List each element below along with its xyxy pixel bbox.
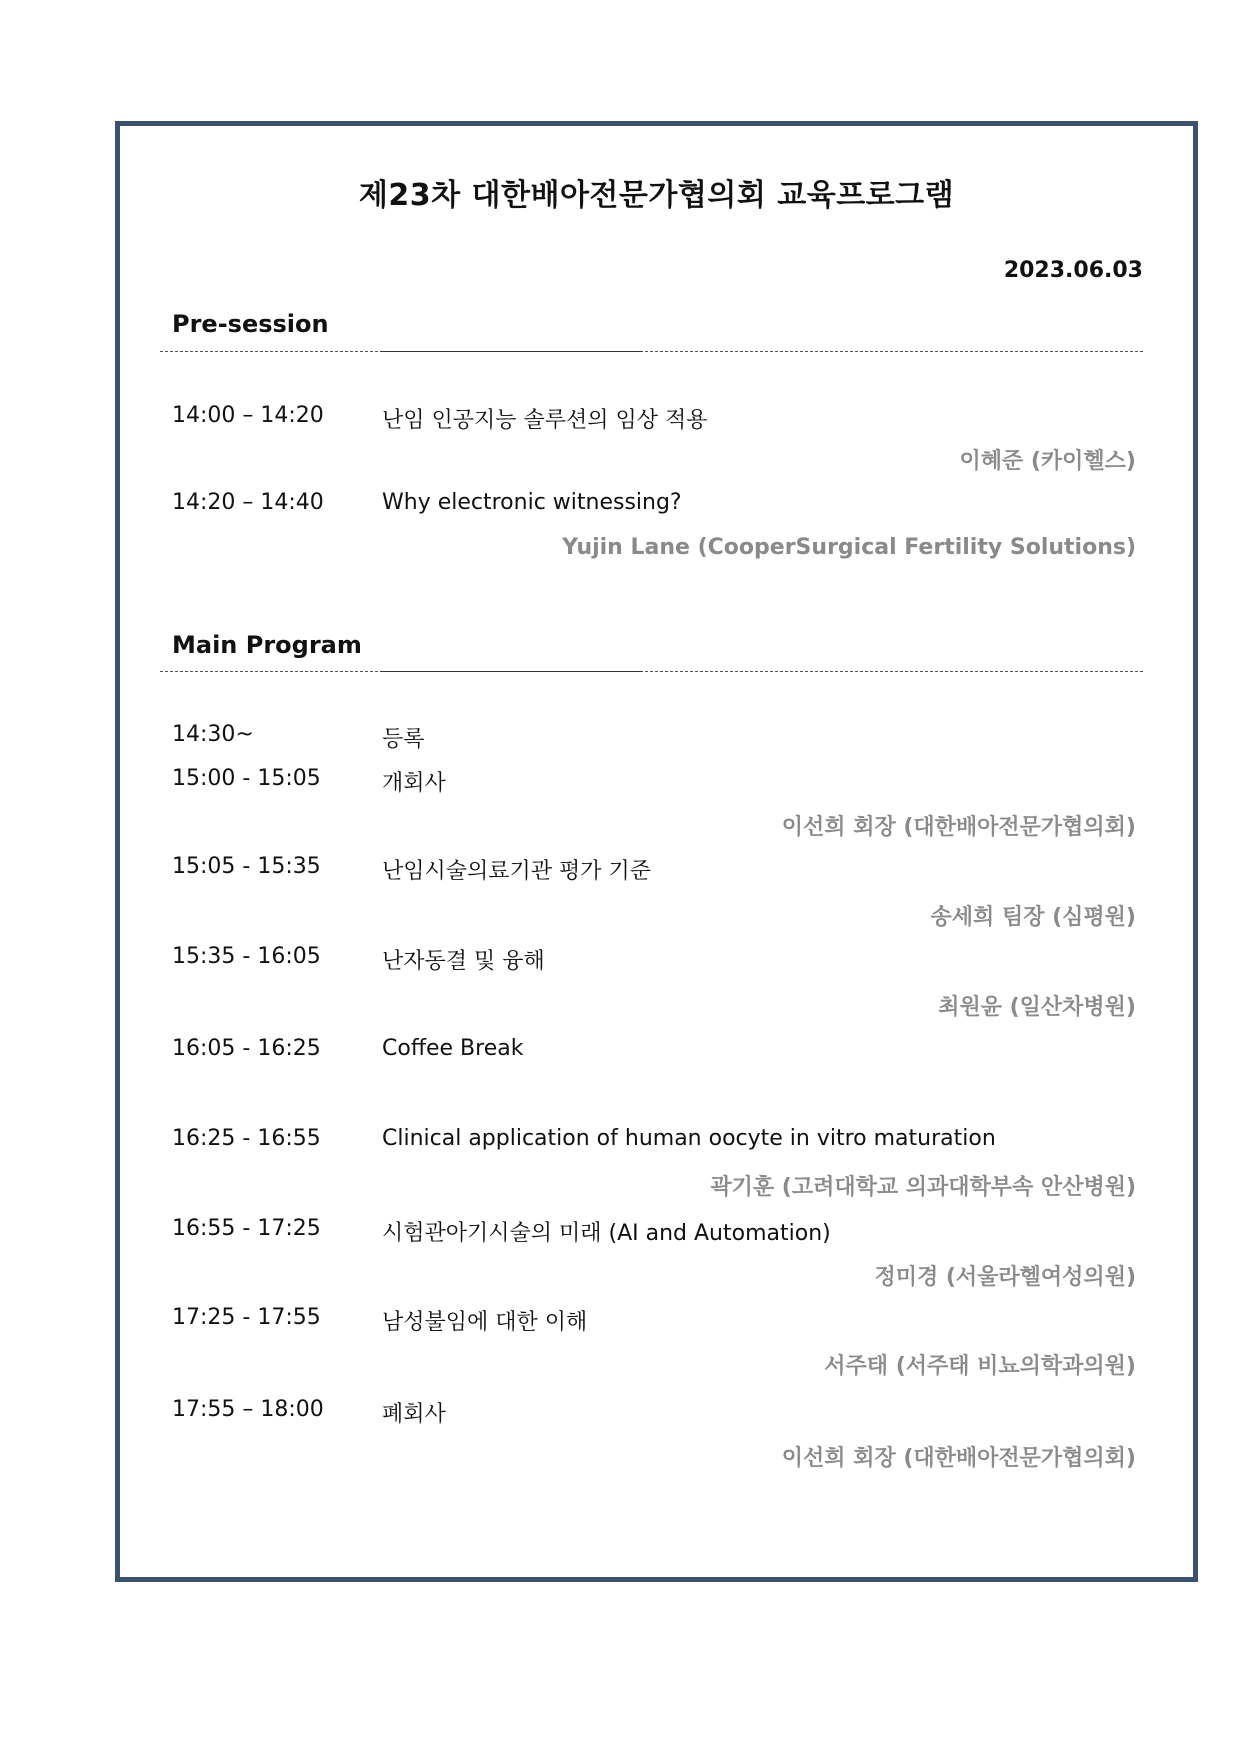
program-time: 16:25 - 16:55	[172, 1126, 321, 1151]
program-topic: 등록	[382, 727, 425, 752]
program-speaker: 서주태 (서주태 비뇨의학과의원)	[824, 1354, 1136, 1379]
session-speaker: Yujin Lane (CooperSurgical Fertility Solutions)	[562, 535, 1136, 560]
session-topic: 난임 인공지능 솔루션의 임상 적용	[382, 408, 708, 433]
program-time: 17:55 – 18:00	[172, 1397, 324, 1422]
program-time: 16:05 - 16:25	[172, 1036, 321, 1061]
program-time: 16:55 - 17:25	[172, 1216, 321, 1241]
section-header-pre-session: Pre-session	[172, 310, 329, 338]
program-topic: 시험관아기시술의 미래 (AI and Automation)	[382, 1221, 831, 1246]
session-time: 14:20 – 14:40	[172, 490, 324, 515]
document-frame	[115, 121, 1198, 1582]
program-topic: 난자동결 및 융해	[382, 949, 545, 974]
program-speaker: 이선희 회장 (대한배아전문가협의회)	[781, 1446, 1136, 1471]
program-time: 15:05 - 15:35	[172, 854, 321, 879]
program-speaker: 이선희 회장 (대한배아전문가협의회)	[781, 815, 1136, 840]
program-speaker: 곽기훈 (고려대학교 의과대학부속 안산병원)	[710, 1175, 1136, 1200]
program-speaker: 최원윤 (일산차병원)	[938, 995, 1136, 1020]
document-date: 2023.06.03	[1003, 258, 1143, 283]
program-topic: 남성불임에 대한 이해	[382, 1310, 588, 1335]
program-time: 14:30~	[172, 722, 254, 747]
section-divider	[160, 351, 1143, 352]
program-time: 15:00 - 15:05	[172, 766, 321, 791]
program-speaker: 정미경 (서울라헬여성의원)	[874, 1265, 1136, 1290]
program-topic: 폐회사	[382, 1402, 446, 1427]
session-speaker: 이혜준 (카이헬스)	[959, 449, 1136, 474]
program-topic: 개회사	[382, 771, 446, 796]
section-header-main-program: Main Program	[172, 631, 362, 659]
session-time: 14:00 – 14:20	[172, 403, 324, 428]
session-topic: Why electronic witnessing?	[382, 490, 682, 515]
program-topic: Clinical application of human oocyte in vitro maturation	[382, 1126, 996, 1151]
program-speaker: 송세희 팀장 (심평원)	[930, 905, 1136, 930]
program-topic: Coffee Break	[382, 1036, 524, 1061]
program-topic: 난임시술의료기관 평가 기준	[382, 859, 652, 884]
program-time: 15:35 - 16:05	[172, 944, 321, 969]
program-time: 17:25 - 17:55	[172, 1305, 321, 1330]
document-title: 제23차 대한배아전문가협의회 교육프로그램	[358, 178, 955, 213]
section-divider	[160, 671, 1143, 672]
